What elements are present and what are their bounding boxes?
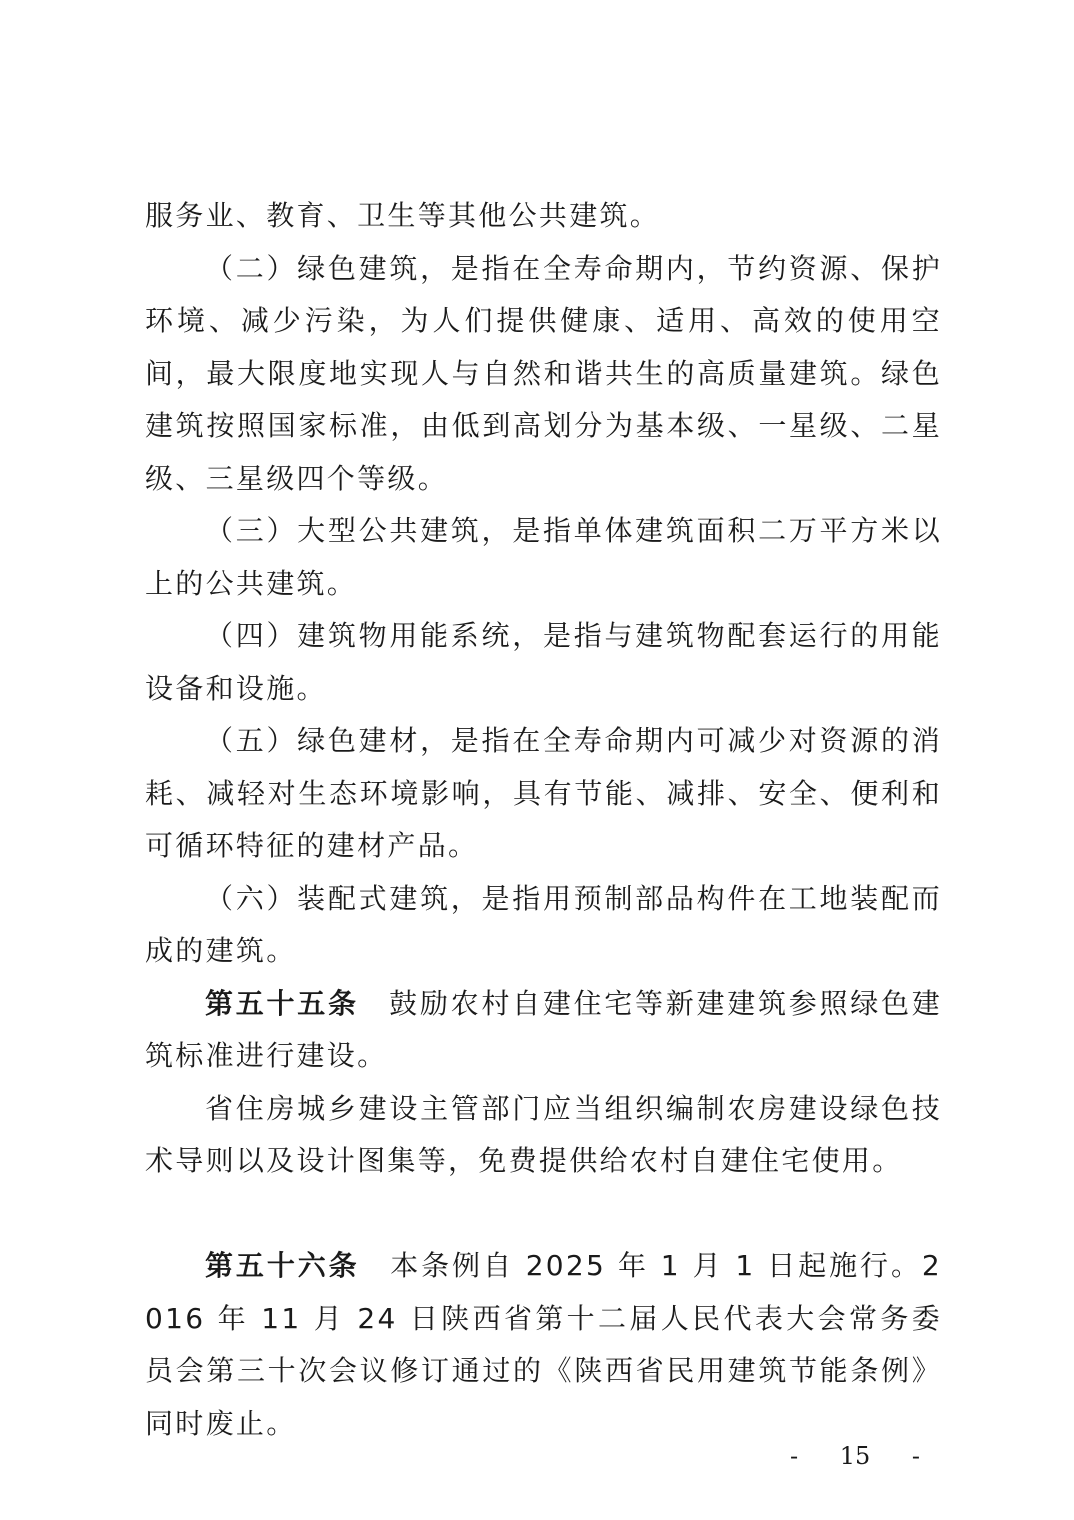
article-56-heading: 第五十六条 [205,1249,360,1282]
page-number-value: 15 [839,1442,871,1470]
article-56 [145,1240,942,1450]
document-body [145,190,942,1450]
paragraph-green-materials: （五）绿色建材，是指在全寿命期内可减少对资源的消耗、减轻对生态环境影响，具有节能、减排、安全、便利和可循环特征的建材产品。 [145,724,942,862]
article-55-text: 鼓励农村自建住宅等新建建筑参照绿色建筑标准进行建设。 [145,986,942,1072]
article-55-paragraph-2: 省住房城乡建设主管部门应当组织编制农房建设绿色技术导则以及设计图集等，免费提供给农村自建住宅使用。 [145,1091,942,1177]
paragraph-prefabricated-building: （六）装配式建筑，是指用预制部品构件在工地装配而成的建筑。 [145,881,942,967]
paragraph-green-building: （二）绿色建筑，是指在全寿命期内，节约资源、保护环境、减少污染，为人们提供健康、适用、高效的使用空间，最大限度地实现人与自然和谐共生的高质量建筑。绿色建筑按照国家标准，由低到高划分为基本级、一星级、二星级、三星级四个等级。 [145,251,942,495]
paragraph-gap [145,1188,942,1241]
article-55 [145,978,942,1083]
paragraph-large-public-building: （三）大型公共建筑，是指单体建筑面积二万平方米以上的公共建筑。 [145,514,942,600]
article-56-text: 本条例自 2025 年 1 月 1 日起施行。2016 年 11 月 24 日陕西省第十二届人民代表大会常务委员会第三十次会议修订通过的《陕西省民用建筑节能条例》同时废止。 [145,1249,942,1440]
article-55-heading: 第五十五条 [205,986,359,1020]
paragraph-continuation: 服务业、教育、卫生等其他公共建筑。 [145,199,661,232]
page-number [790,1436,920,1476]
paragraph-energy-system: （四）建筑物用能系统，是指与建筑物配套运行的用能设备和设施。 [145,619,942,705]
page-number-dash-right: - [911,1442,920,1470]
page-number-dash-left: - [790,1442,799,1470]
